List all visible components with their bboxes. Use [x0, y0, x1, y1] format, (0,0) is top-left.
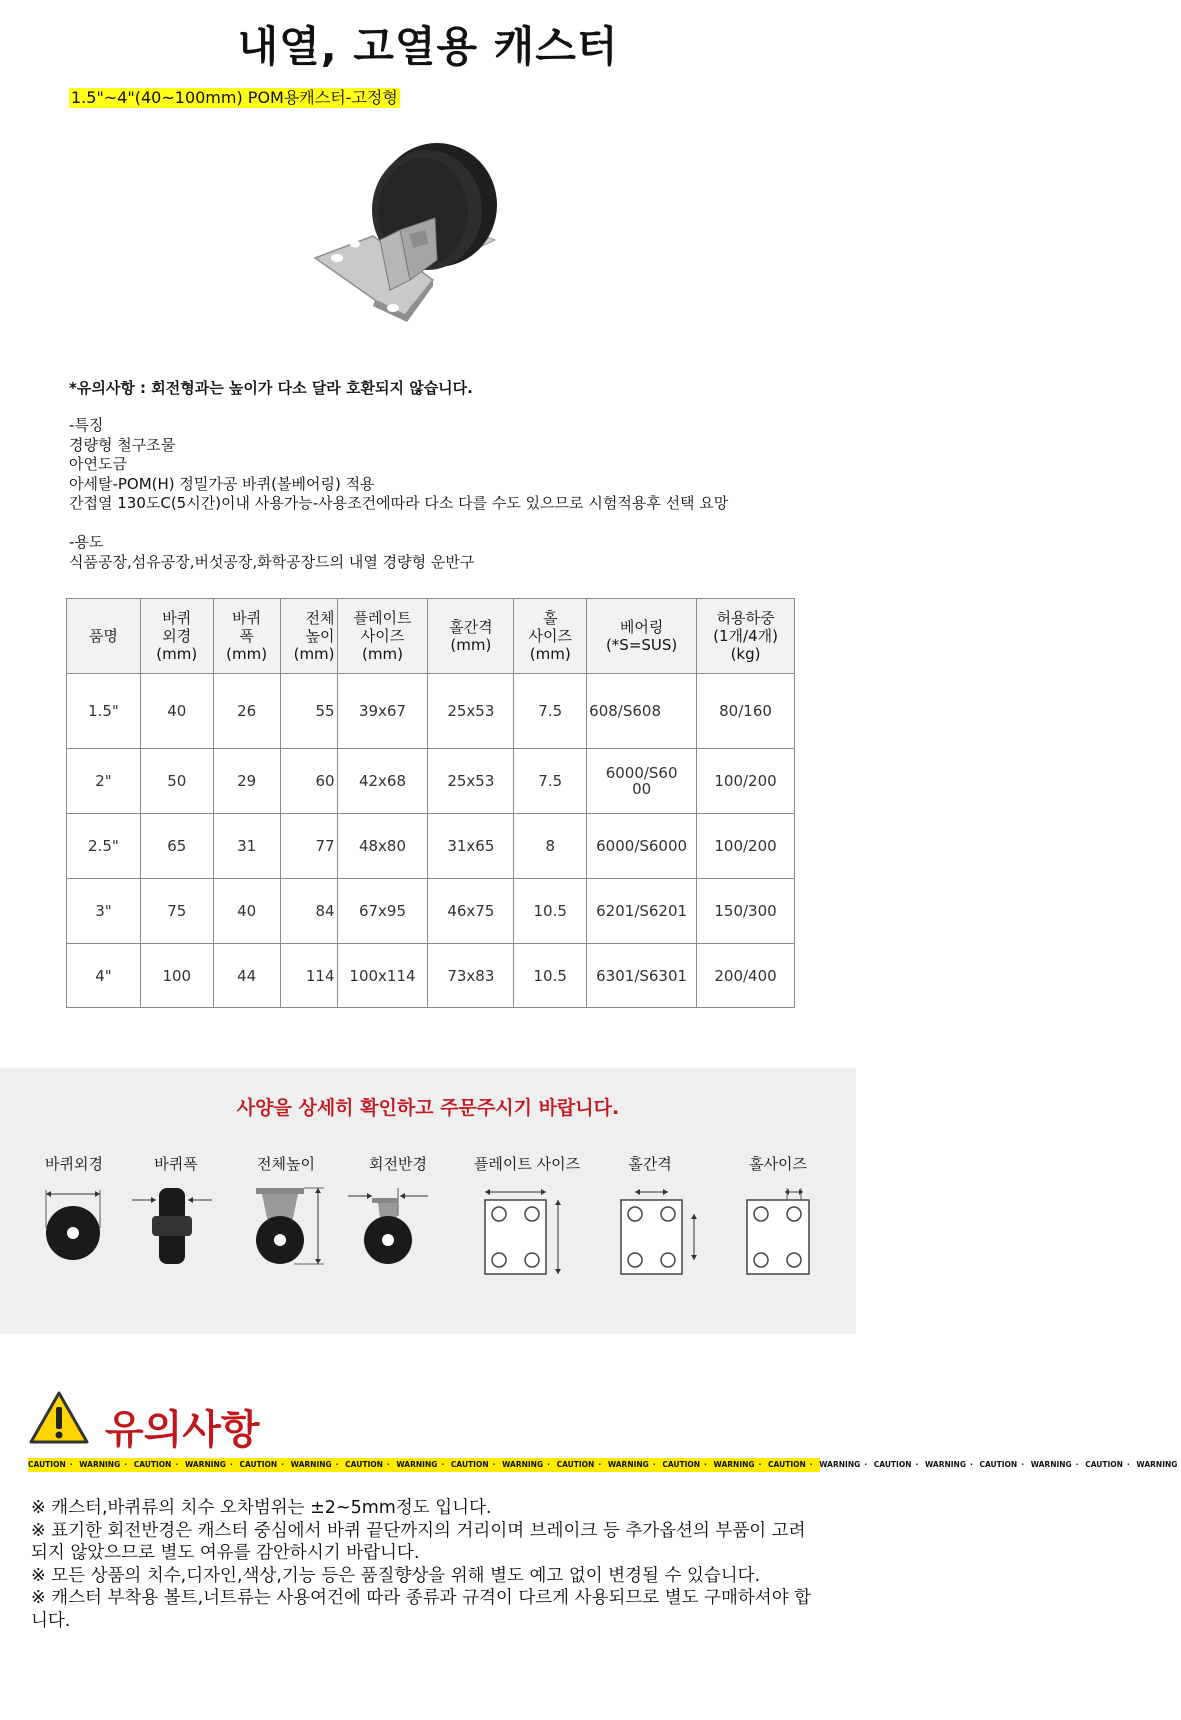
header-cell: 품명	[67, 599, 141, 674]
tape-word: CAUTION	[345, 1460, 383, 1469]
table-cell: 100/200	[697, 749, 795, 814]
tape-word: CAUTION	[28, 1460, 66, 1469]
tape-word: CAUTION	[556, 1460, 595, 1469]
usage-section	[69, 533, 474, 572]
label-overall-height: 전체높이	[257, 1155, 315, 1173]
tape-word: CAUTION	[979, 1460, 1018, 1469]
table-cell: 150/300	[697, 879, 795, 944]
tape-word: WARNING	[396, 1460, 438, 1469]
overall-height-diagram	[250, 1188, 330, 1268]
table-cell: 60	[280, 749, 337, 814]
table-row	[67, 879, 795, 944]
wheel-diameter-diagram	[40, 1188, 108, 1268]
feature-item: 아세탈-POM(H) 정밀가공 바퀴(볼베어링) 적용	[69, 474, 375, 493]
feature-item: 간접열 130도C(5시간)이내 사용가능-사용조건에따라 다소 다를 수도 있으므로 시험적용후 선택 요망	[69, 494, 729, 512]
tape-word: WARNING	[819, 1460, 861, 1469]
caution-tape: CAUTION · WARNING · CAUTION · WARNING · CAUTION · WARNING · CAUTION · WARNING · CAUTION · WARNING · CAUTION · WARNING · CAUTION · WARNING · CAUTION · WARNING · CAUTION · WARNING · CAUTION · WARNING · CAUTION · WARNING	[28, 1458, 820, 1472]
header-cell: 플레이트 사이즈 (mm)	[337, 599, 428, 674]
plate-size-diagram	[482, 1188, 566, 1276]
label-plate-size: 플레이트 사이즈	[473, 1155, 581, 1173]
table-cell: 80/160	[697, 674, 795, 749]
table-cell: 6201/S6201	[587, 879, 697, 944]
table-cell: 31x65	[428, 814, 514, 879]
table-cell: 40	[140, 674, 213, 749]
table-cell: 7.5	[514, 749, 587, 814]
hole-size-diagram	[745, 1188, 817, 1276]
table-cell: 42x68	[337, 749, 428, 814]
tape-word: WARNING	[924, 1460, 966, 1469]
header-cell: 전체 높이 (mm)	[280, 599, 337, 674]
table-cell: 55	[280, 674, 337, 749]
table-cell: 6000/S6000	[587, 814, 697, 879]
table-cell: 31	[213, 814, 280, 879]
caution-note: ※ 모든 상품의 치수,디자인,색상,기능 등은 품질향상을 위해 별도 예고 없이 변경될 수 있습니다.	[31, 1565, 761, 1586]
caution-note: ※ 표기한 회전반경은 캐스터 중심에서 바퀴 끝단까지의 거리이며 브레이크 등 추가옵션의 부품이 고려되지 않았으므로 별도 여유를 감안하시기 바랍니다.	[31, 1520, 806, 1563]
table-row	[67, 944, 795, 1008]
header-cell: 홀 사이즈 (mm)	[514, 599, 587, 674]
tape-word: CAUTION	[662, 1460, 701, 1469]
table-cell: 48x80	[337, 814, 428, 879]
hole-spacing-diagram	[618, 1188, 702, 1276]
feature-item: 경량형 철구조물	[69, 435, 176, 454]
tape-word: WARNING	[607, 1460, 649, 1469]
page-title: 내열, 고열용 캐스터	[237, 22, 619, 71]
tape-word: CAUTION	[873, 1460, 912, 1469]
table-cell: 114	[280, 944, 337, 1008]
tape-word: CAUTION	[133, 1460, 172, 1469]
table-cell: 26	[213, 674, 280, 749]
tape-word: CAUTION	[450, 1460, 489, 1469]
table-row	[67, 749, 795, 814]
table-cell: 2.5"	[67, 814, 141, 879]
caster-product-image	[315, 140, 525, 355]
table-cell: 10.5	[514, 879, 587, 944]
caution-note: ※ 캐스터 부착용 볼트,너트류는 사용여건에 따라 종류과 규격이 다르게 사용되므로 별도 구매하셔야 합니다.	[31, 1588, 812, 1631]
table-cell: 100x114	[337, 944, 428, 1008]
header-cell: 베어링 (*S=SUS)	[587, 599, 697, 674]
table-cell: 4"	[67, 944, 141, 1008]
label-hole-size: 홀사이즈	[749, 1155, 807, 1173]
table-row	[67, 674, 795, 749]
table-cell: 25x53	[428, 674, 514, 749]
table-cell: 84	[280, 879, 337, 944]
tape-word: CAUTION	[239, 1460, 278, 1469]
label-hole-spacing: 홀간격	[628, 1155, 672, 1173]
caution-title: 유의사항	[105, 1407, 260, 1453]
header-cell: 바퀴 폭 (mm)	[213, 599, 280, 674]
table-cell: 77	[280, 814, 337, 879]
header-cell: 홀간격 (mm)	[428, 599, 514, 674]
table-cell: 46x75	[428, 879, 514, 944]
label-wheel-width: 바퀴폭	[154, 1155, 198, 1173]
product-subtitle: 1.5"~4"(40~100mm) POM용캐스터-고정형	[71, 88, 398, 107]
table-cell: 50	[140, 749, 213, 814]
table-cell: 2"	[67, 749, 141, 814]
header-cell: 허용하중 (1개/4개) (kg)	[697, 599, 795, 674]
features-section	[69, 416, 728, 514]
tape-word: WARNING	[79, 1460, 121, 1469]
tape-word: WARNING	[502, 1460, 544, 1469]
table-cell: 200/400	[697, 944, 795, 1008]
table-cell: 39x67	[337, 674, 428, 749]
table-cell: 3"	[67, 879, 141, 944]
caution-note: ※ 캐스터,바퀴류의 치수 오차범위는 ±2~5mm정도 입니다.	[31, 1498, 492, 1518]
label-wheel-diameter: 바퀴외경	[45, 1155, 103, 1173]
header-cell: 바퀴 외경 (mm)	[140, 599, 213, 674]
table-cell: 6301/S6301	[587, 944, 697, 1008]
table-cell: 10.5	[514, 944, 587, 1008]
table-cell: 608/S608	[587, 674, 697, 749]
label-swivel-radius: 회전반경	[369, 1155, 427, 1173]
tape-word: WARNING	[1136, 1460, 1178, 1469]
table-header-row	[67, 599, 795, 674]
feature-item: 아연도금	[69, 455, 127, 473]
table-cell: 40	[213, 879, 280, 944]
table-cell: 29	[213, 749, 280, 814]
tape-word: CAUTION	[1085, 1460, 1123, 1469]
tape-word: WARNING	[290, 1460, 332, 1469]
table-cell: 7.5	[514, 674, 587, 749]
table-cell: 1.5"	[67, 674, 141, 749]
table-cell: 6000/S60 00	[587, 749, 697, 814]
usage-item: 식품공장,섬유공장,버섯공장,화학공장드의 내열 경량형 운반구	[69, 552, 475, 571]
table-cell: 67x95	[337, 879, 428, 944]
wheel-width-diagram	[130, 1188, 214, 1268]
table-cell: 25x53	[428, 749, 514, 814]
caution-notes	[31, 1497, 821, 1632]
tape-word: CAUTION	[768, 1460, 806, 1469]
spec-diagram-section	[0, 1068, 856, 1334]
features-heading: -특징	[69, 416, 104, 434]
tape-word: WARNING	[184, 1460, 226, 1469]
spec-table	[66, 598, 795, 1008]
tape-word: WARNING	[1030, 1460, 1072, 1469]
swivel-radius-diagram	[348, 1188, 432, 1268]
table-cell: 100	[140, 944, 213, 1008]
table-cell: 100/200	[697, 814, 795, 879]
spec-heading: 사양을 상세히 확인하고 주문주시기 바랍니다.	[236, 1097, 620, 1119]
usage-heading: -용도	[69, 533, 104, 551]
table-cell: 44	[213, 944, 280, 1008]
table-cell: 8	[514, 814, 587, 879]
table-row	[67, 814, 795, 879]
warning-triangle-icon	[28, 1390, 90, 1446]
tape-word: WARNING	[713, 1460, 755, 1469]
table-cell: 73x83	[428, 944, 514, 1008]
compatibility-notice: *유의사항 : 회전형과는 높이가 다소 달라 호환되지 않습니다.	[69, 379, 473, 397]
table-cell: 65	[140, 814, 213, 879]
table-cell: 75	[140, 879, 213, 944]
